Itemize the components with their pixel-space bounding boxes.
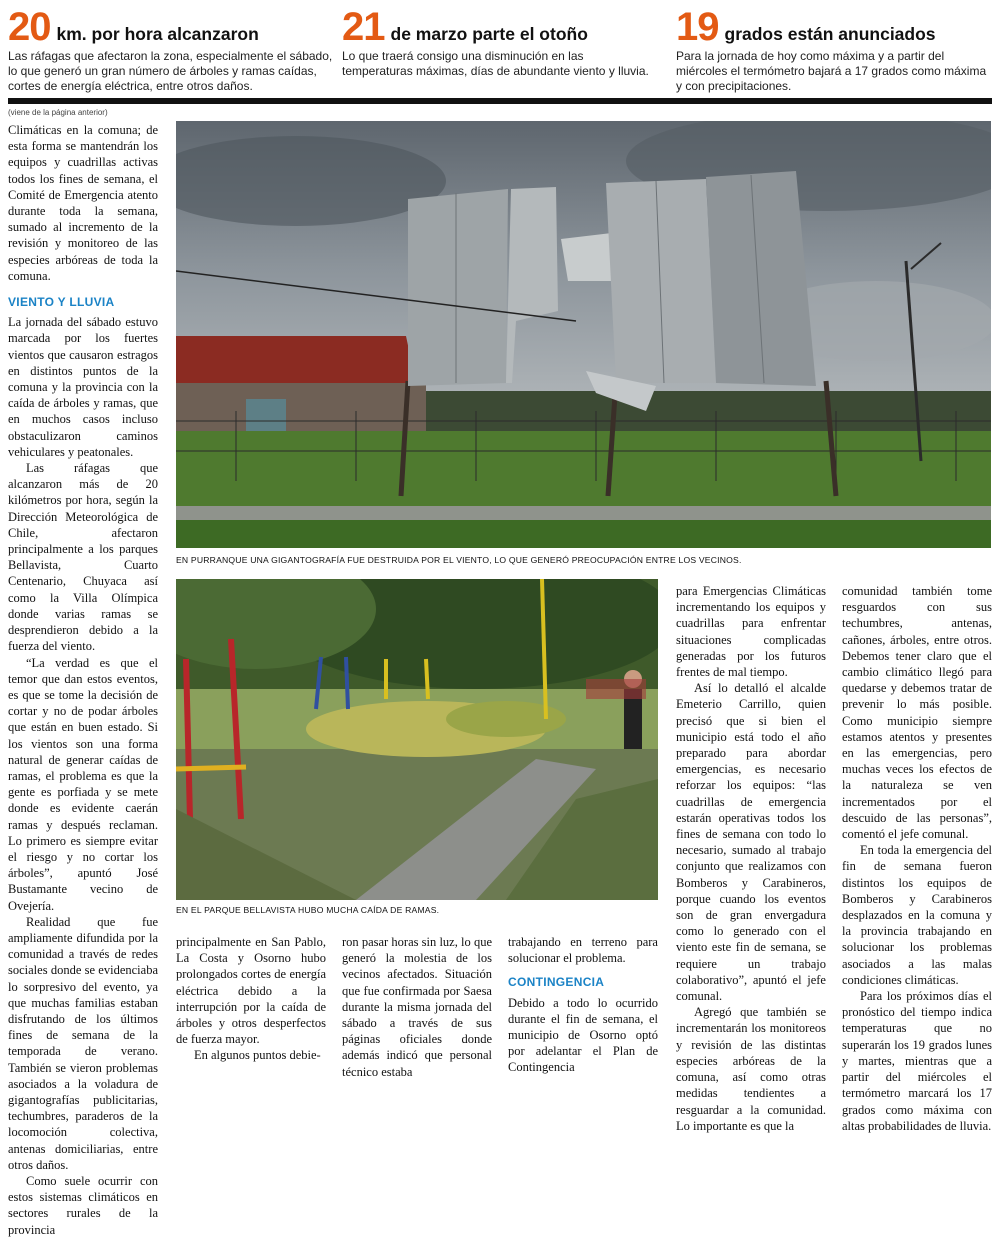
park-photo-image: [176, 579, 658, 900]
billboard-photo-image: [176, 121, 991, 548]
paragraph: Para los próximos días el pronóstico del tiempo indica temperaturas que no superarán los 19 grados lunes y martes, mientras que a partir del miércoles el termómetro marcará los 17 grados como máxima con altas probabilidades de lluvia.: [842, 989, 992, 1133]
paragraph: Realidad que fue ampliamente difundida por la comunidad a través de redes sociales donde se evidenciaba lo sorpresivo del evento, ya que muchas familias estaban disfrutando de los últimos fines de semana de la temporada de verano. También se vieron problemas asociados a la voladura de gigantografías publicitarias, techumbres, paraderos de la locomoción colectiva, antenas domiciliarias, entre otros daños.: [8, 914, 158, 1172]
paragraph: ron pasar horas sin luz, lo que generó la molestia de los vecinos afectados. Situación que fue confirmada por Saesa durante la misma jornada del sábado a través de sus páginas oficiales donde además indicó que personal técnico estaba: [342, 935, 492, 1079]
paragraph: En toda la emergencia del fin de semana fueron distintos los equipos de Bomberos y Carabineros desplazados en la comuna y la provincia trabajando en solucionar los problemas asociados a las malas condiciones climáticas.: [842, 843, 992, 987]
paragraph: comunidad también tome resguardos con sus techumbres, antenas, cañones, árboles, entre otros. Debemos tener claro que el cambio climático llegó para quedarse y debemos tratar de prevenir lo más posible. Como municipio siempre estamos atentos y presentes en las emergencias, pero muchas veces los efectos de la naturaleza se ven incrementados por el descuido de las personas”, comentó el jefe comunal.: [842, 584, 992, 842]
fact-text: Lo que traerá consigo una disminución en las temperaturas máximas, días de abundante viento y lluvia.: [342, 49, 649, 78]
paragraph: para Emergencias Climáticas incrementando los equipos y cuadrillas para enfrentar situaciones complicadas generadas por los futuros frentes de mal tiempo.: [676, 584, 826, 680]
fact-number: 20: [8, 5, 51, 49]
fact-title: grados están anunciados: [724, 24, 936, 44]
fact-number: 21: [342, 5, 385, 49]
paragraph: En algunos puntos debie-: [194, 1048, 321, 1063]
park-photo: [176, 579, 658, 900]
subheading-viento: VIENTO Y LLUVIA: [8, 295, 115, 310]
fact-temperature: [676, 6, 992, 94]
paragraph: “La verdad es que el temor que dan estos eventos, es que se tome la decisión de cortar y no de podar árboles que están en buen estado. Si los vientos son una forma natural de generar caídas de ramas, el problema es que la gente es porfiada y se mete donde es evidente caerán ramas y después reclaman. Lo primero es siempre evitar el riesgo y no cortar los árboles”, apuntó José Bustamante vecino de Ovejería.: [8, 655, 158, 913]
fact-text: Las ráfagas que afectaron la zona, especialmente el sábado, lo que generó un gran número de árboles y ramas caídas, cortes de energía eléctrica, entre otros daños.: [8, 49, 333, 93]
article-column-6: [842, 583, 992, 1134]
article-column-5: [676, 583, 826, 1134]
paragraph: principalmente en San Pablo, La Costa y Osorno hubo prolongados cortes de energía eléctrica debido a la interrupción por la caída de árboles y otros desperfectos de fuerza mayor.: [176, 935, 326, 1047]
article-column-1: [8, 122, 158, 1238]
paragraph: Debido a todo lo ocurrido durante el fin de semana, el municipio de Osorno optó por adelantar el Plan de Contingencia: [508, 995, 658, 1075]
paragraph: Como suele ocurrir con estos sistemas climáticos en sectores rurales de la provincia: [8, 1174, 158, 1237]
article-column-2: [176, 934, 326, 1064]
paragraph: Climáticas en la comuna; de esta forma se mantendrán los equipos y cuadrillas activas todos los fines de semana, el Comité de Emergencia atento durante toda la semana, sumado al incremento de la revisión y monitoreo de las especies arbóreas de toda la comuna.: [8, 123, 158, 283]
continued-note: (viene de la página anterior): [8, 108, 108, 117]
caption-park: EN EL PARQUE BELLAVISTA HUBO MUCHA CAÍDA DE RAMAS.: [176, 905, 440, 915]
paragraph: La jornada del sábado estuvo marcada por los fuertes vientos que causaron estragos en distintos puntos de la comuna y la provincia con la caída de árboles y ramas, que en muchos casos incluso obstaculizaron caminos vehiculares y peatonales.: [8, 315, 158, 459]
fact-text: Para la jornada de hoy como máxima y a partir del miércoles el termómetro bajará a 17 grados como máxima y con precipitaciones.: [676, 49, 987, 93]
subheading-contingencia: CONTINGENCIA: [508, 975, 605, 990]
fact-autumn: [342, 6, 656, 79]
fact-number: 19: [676, 5, 719, 49]
fact-title: km. por hora alcanzaron: [56, 24, 259, 44]
paragraph: Las ráfagas que alcanzaron más de 20 kilómetros por hora, según la Dirección Meteorológica de Chile, afectaron principalmente a los parques Bellavista, Cuarto Centenario, Chuyaca así como la Villa Olímpica donde varias ramas se desprendieron debido a la fuerza del viento.: [8, 461, 158, 654]
header-rule: [8, 98, 992, 104]
article-column-4: [508, 934, 658, 1076]
caption-billboard: EN PURRANQUE UNA GIGANTOGRAFÍA FUE DESTRUIDA POR EL VIENTO, LO QUE GENERÓ PREOCUPACIÓN ENTRE LOS VECINOS.: [176, 555, 742, 565]
facts-bar: [8, 6, 992, 96]
fact-title: de marzo parte el otoño: [390, 24, 588, 44]
paragraph: Agregó que también se incrementarán los monitoreos y revisión de las distintas especies arbóreas de la comuna, así como otras medidas tendientes a resguardar a la comunidad. Lo importante es que la: [676, 1005, 826, 1133]
paragraph: Así lo detalló el alcalde Emeterio Carrillo, quien precisó que si bien el municipio está todo el año preparado para abordar emergencias, es necesario reforzar los equipos: “las cuadrillas de emergencia estarán operativas todos los fines de semana con todo lo necesario, sumado al trabajo conjunto que realizamos con Bomberos y Carabineros, porque cuando los eventos son de gran envergadura como lo generado con el viento este fin de semana, se requiere un trabajo colaborativo”, apuntó el jefe comunal.: [676, 681, 826, 1004]
fact-wind: [8, 6, 338, 94]
billboard-photo: [176, 121, 991, 548]
paragraph: trabajando en terreno para solucionar el problema.: [508, 935, 658, 966]
article-column-3: [342, 934, 492, 1080]
